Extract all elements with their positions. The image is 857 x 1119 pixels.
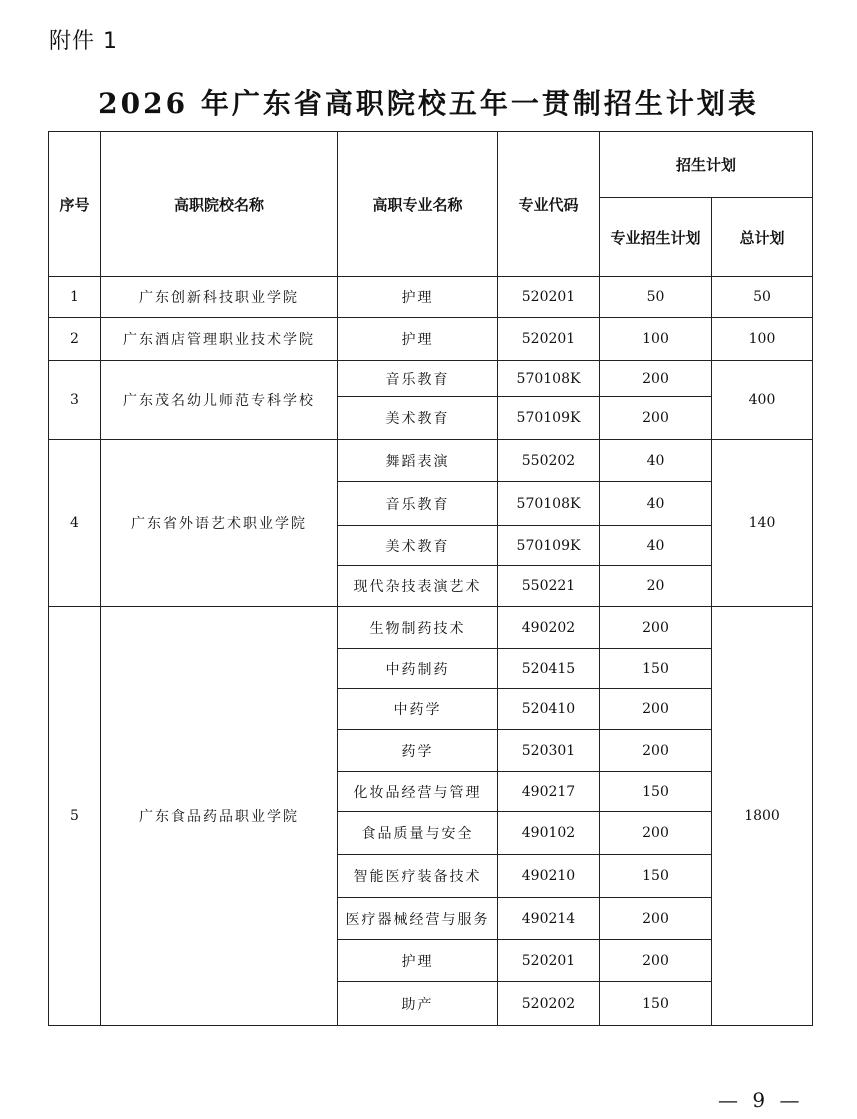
major-name: 食品质量与安全	[338, 812, 498, 855]
major-code: 570108K	[498, 361, 600, 397]
major-name: 护理	[338, 277, 498, 318]
school-name: 广东茂名幼儿师范专科学校	[101, 361, 338, 440]
major-code: 570109K	[498, 397, 600, 440]
header-plan-group: 招生计划	[600, 132, 813, 198]
page-number: — 9 —	[718, 1088, 804, 1112]
major-name: 舞蹈表演	[338, 440, 498, 482]
major-name: 美术教育	[338, 397, 498, 440]
table-body	[49, 277, 813, 1026]
major-plan: 200	[600, 898, 712, 940]
major-code: 520201	[498, 277, 600, 318]
major-plan: 200	[600, 397, 712, 440]
school-name: 广东省外语艺术职业学院	[101, 440, 338, 607]
major-name: 美术教育	[338, 526, 498, 566]
major-plan: 200	[600, 361, 712, 397]
header-major: 高职专业名称	[338, 132, 498, 277]
major-code: 490217	[498, 772, 600, 812]
school-name: 广东酒店管理职业技术学院	[101, 318, 338, 361]
document-title: 2026 年广东省高职院校五年一贯制招生计划表	[98, 87, 759, 120]
major-code: 490210	[498, 855, 600, 898]
major-code: 550202	[498, 440, 600, 482]
header-index: 序号	[49, 132, 101, 277]
major-code: 570109K	[498, 526, 600, 566]
major-name: 化妆品经营与管理	[338, 772, 498, 812]
header-total-plan: 总计划	[712, 198, 813, 277]
total-plan: 140	[712, 440, 813, 607]
major-plan: 150	[600, 772, 712, 812]
major-code: 520301	[498, 730, 600, 772]
major-plan: 200	[600, 940, 712, 982]
major-code: 490214	[498, 898, 600, 940]
total-plan: 400	[712, 361, 813, 440]
major-plan: 150	[600, 649, 712, 689]
major-plan: 40	[600, 482, 712, 526]
table-row	[49, 440, 813, 482]
school-name: 广东食品药品职业学院	[101, 607, 338, 1026]
major-name: 药学	[338, 730, 498, 772]
major-plan: 200	[600, 689, 712, 730]
table-row	[49, 277, 813, 318]
total-plan: 100	[712, 318, 813, 361]
table-row	[49, 361, 813, 397]
major-name: 护理	[338, 940, 498, 982]
major-name: 医疗器械经营与服务	[338, 898, 498, 940]
major-code: 520202	[498, 982, 600, 1026]
major-code: 570108K	[498, 482, 600, 526]
major-code: 520201	[498, 940, 600, 982]
row-index: 3	[49, 361, 101, 440]
major-code: 520201	[498, 318, 600, 361]
major-plan: 150	[600, 982, 712, 1026]
row-index: 5	[49, 607, 101, 1026]
major-name: 中药制药	[338, 649, 498, 689]
total-plan: 50	[712, 277, 813, 318]
major-plan: 200	[600, 812, 712, 855]
major-code: 490102	[498, 812, 600, 855]
major-name: 音乐教育	[338, 361, 498, 397]
row-index: 4	[49, 440, 101, 607]
major-code: 520410	[498, 689, 600, 730]
enrollment-plan-table	[48, 131, 813, 1026]
header-code: 专业代码	[498, 132, 600, 277]
major-plan: 200	[600, 730, 712, 772]
header-major-plan: 专业招生计划	[600, 198, 712, 277]
major-name: 助产	[338, 982, 498, 1026]
row-index: 2	[49, 318, 101, 361]
school-name: 广东创新科技职业学院	[101, 277, 338, 318]
table-header	[49, 132, 813, 277]
table-row	[49, 607, 813, 649]
row-index: 1	[49, 277, 101, 318]
major-code: 550221	[498, 566, 600, 607]
major-name: 生物制药技术	[338, 607, 498, 649]
header-school: 高职院校名称	[101, 132, 338, 277]
major-plan: 50	[600, 277, 712, 318]
major-code: 520415	[498, 649, 600, 689]
table-row	[49, 318, 813, 361]
major-plan: 200	[600, 607, 712, 649]
major-name: 护理	[338, 318, 498, 361]
major-plan: 40	[600, 526, 712, 566]
major-name: 智能医疗装备技术	[338, 855, 498, 898]
major-plan: 20	[600, 566, 712, 607]
major-name: 中药学	[338, 689, 498, 730]
attachment-label: 附件 1	[49, 29, 118, 54]
major-plan: 150	[600, 855, 712, 898]
major-name: 音乐教育	[338, 482, 498, 526]
major-plan: 100	[600, 318, 712, 361]
major-name: 现代杂技表演艺术	[338, 566, 498, 607]
major-plan: 40	[600, 440, 712, 482]
total-plan: 1800	[712, 607, 813, 1026]
major-code: 490202	[498, 607, 600, 649]
